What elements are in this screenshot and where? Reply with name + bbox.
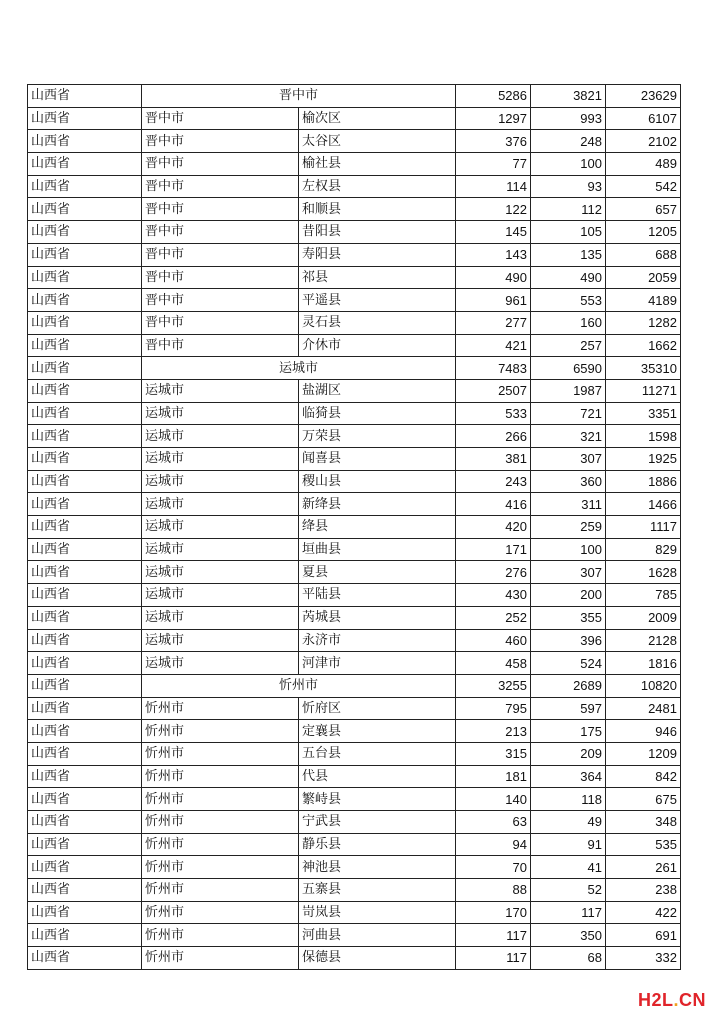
county-cell: 盐湖区 — [299, 379, 456, 402]
table-row — [28, 516, 681, 539]
city-cell: 运城市 — [142, 584, 299, 607]
province-cell: 山西省 — [28, 606, 142, 629]
table-row — [28, 652, 681, 675]
value-cell-2: 52 — [531, 879, 606, 902]
province-cell: 山西省 — [28, 811, 142, 834]
table-row — [28, 788, 681, 811]
value-cell-1: 7483 — [456, 357, 531, 380]
province-cell: 山西省 — [28, 674, 142, 697]
county-cell: 忻府区 — [299, 697, 456, 720]
value-cell-2: 49 — [531, 811, 606, 834]
province-cell: 山西省 — [28, 402, 142, 425]
value-cell-3: 35310 — [606, 357, 681, 380]
value-cell-3: 829 — [606, 538, 681, 561]
value-cell-1: 420 — [456, 516, 531, 539]
value-cell-3: 1816 — [606, 652, 681, 675]
city-cell: 晋中市 — [142, 266, 299, 289]
value-cell-3: 1925 — [606, 448, 681, 471]
county-cell: 河津市 — [299, 652, 456, 675]
province-cell: 山西省 — [28, 153, 142, 176]
value-cell-3: 23629 — [606, 85, 681, 108]
city-summary-row — [28, 85, 681, 108]
value-cell-1: 490 — [456, 266, 531, 289]
value-cell-1: 70 — [456, 856, 531, 879]
value-cell-2: 209 — [531, 742, 606, 765]
value-cell-3: 1662 — [606, 334, 681, 357]
county-cell: 祁县 — [299, 266, 456, 289]
table-row — [28, 289, 681, 312]
statistics-table — [27, 84, 681, 970]
city-cell: 运城市 — [142, 402, 299, 425]
value-cell-2: 100 — [531, 153, 606, 176]
province-cell: 山西省 — [28, 198, 142, 221]
value-cell-3: 1886 — [606, 470, 681, 493]
value-cell-1: 145 — [456, 221, 531, 244]
city-cell: 运城市 — [142, 652, 299, 675]
table-row — [28, 561, 681, 584]
county-cell: 宁武县 — [299, 811, 456, 834]
table-row — [28, 720, 681, 743]
city-cell: 晋中市 — [142, 289, 299, 312]
value-cell-2: 307 — [531, 448, 606, 471]
table-row — [28, 175, 681, 198]
value-cell-1: 117 — [456, 924, 531, 947]
value-cell-2: 1987 — [531, 379, 606, 402]
province-cell: 山西省 — [28, 289, 142, 312]
value-cell-1: 143 — [456, 243, 531, 266]
county-cell: 岢岚县 — [299, 901, 456, 924]
county-cell: 昔阳县 — [299, 221, 456, 244]
value-cell-3: 2009 — [606, 606, 681, 629]
value-cell-2: 257 — [531, 334, 606, 357]
table-row — [28, 107, 681, 130]
city-cell: 晋中市 — [142, 130, 299, 153]
value-cell-3: 657 — [606, 198, 681, 221]
value-cell-2: 93 — [531, 175, 606, 198]
value-cell-1: 421 — [456, 334, 531, 357]
table-row — [28, 266, 681, 289]
value-cell-1: 460 — [456, 629, 531, 652]
county-cell: 垣曲县 — [299, 538, 456, 561]
value-cell-2: 355 — [531, 606, 606, 629]
value-cell-2: 6590 — [531, 357, 606, 380]
province-cell: 山西省 — [28, 856, 142, 879]
value-cell-2: 396 — [531, 629, 606, 652]
table-row — [28, 493, 681, 516]
city-cell: 忻州市 — [142, 947, 299, 970]
city-cell: 晋中市 — [142, 243, 299, 266]
value-cell-3: 489 — [606, 153, 681, 176]
value-cell-2: 311 — [531, 493, 606, 516]
value-cell-2: 553 — [531, 289, 606, 312]
province-cell: 山西省 — [28, 720, 142, 743]
value-cell-1: 961 — [456, 289, 531, 312]
city-cell: 忻州市 — [142, 833, 299, 856]
table-row — [28, 448, 681, 471]
value-cell-3: 1117 — [606, 516, 681, 539]
province-cell: 山西省 — [28, 130, 142, 153]
county-cell: 芮城县 — [299, 606, 456, 629]
city-cell: 忻州市 — [142, 811, 299, 834]
value-cell-1: 252 — [456, 606, 531, 629]
value-cell-2: 118 — [531, 788, 606, 811]
table-row — [28, 901, 681, 924]
value-cell-3: 10820 — [606, 674, 681, 697]
value-cell-1: 430 — [456, 584, 531, 607]
province-cell: 山西省 — [28, 107, 142, 130]
value-cell-2: 350 — [531, 924, 606, 947]
value-cell-2: 490 — [531, 266, 606, 289]
province-cell: 山西省 — [28, 425, 142, 448]
county-cell: 万荣县 — [299, 425, 456, 448]
table-row — [28, 334, 681, 357]
value-cell-2: 160 — [531, 311, 606, 334]
value-cell-3: 261 — [606, 856, 681, 879]
city-cell: 运城市 — [142, 538, 299, 561]
value-cell-3: 1628 — [606, 561, 681, 584]
table-row — [28, 856, 681, 879]
county-cell: 榆次区 — [299, 107, 456, 130]
value-cell-3: 675 — [606, 788, 681, 811]
value-cell-3: 2128 — [606, 629, 681, 652]
table-row — [28, 243, 681, 266]
province-cell: 山西省 — [28, 879, 142, 902]
value-cell-2: 112 — [531, 198, 606, 221]
county-cell: 左权县 — [299, 175, 456, 198]
value-cell-3: 1209 — [606, 742, 681, 765]
logo-part: . — [673, 990, 679, 1010]
city-cell: 晋中市 — [142, 175, 299, 198]
city-cell: 晋中市 — [142, 198, 299, 221]
value-cell-1: 213 — [456, 720, 531, 743]
value-cell-1: 277 — [456, 311, 531, 334]
province-cell: 山西省 — [28, 175, 142, 198]
value-cell-2: 91 — [531, 833, 606, 856]
value-cell-3: 688 — [606, 243, 681, 266]
county-cell: 五寨县 — [299, 879, 456, 902]
value-cell-3: 2059 — [606, 266, 681, 289]
value-cell-3: 542 — [606, 175, 681, 198]
value-cell-3: 4189 — [606, 289, 681, 312]
city-cell: 忻州市 — [142, 742, 299, 765]
value-cell-1: 63 — [456, 811, 531, 834]
value-cell-1: 315 — [456, 742, 531, 765]
province-cell: 山西省 — [28, 629, 142, 652]
value-cell-1: 416 — [456, 493, 531, 516]
value-cell-1: 381 — [456, 448, 531, 471]
city-summary-row — [28, 357, 681, 380]
value-cell-3: 691 — [606, 924, 681, 947]
city-total-label-cell: 运城市 — [142, 357, 456, 380]
value-cell-2: 248 — [531, 130, 606, 153]
province-cell: 山西省 — [28, 379, 142, 402]
value-cell-3: 1205 — [606, 221, 681, 244]
city-cell: 运城市 — [142, 516, 299, 539]
table-row — [28, 538, 681, 561]
province-cell: 山西省 — [28, 788, 142, 811]
city-cell: 忻州市 — [142, 765, 299, 788]
value-cell-3: 1282 — [606, 311, 681, 334]
county-cell: 定襄县 — [299, 720, 456, 743]
value-cell-1: 122 — [456, 198, 531, 221]
city-cell: 忻州市 — [142, 856, 299, 879]
city-cell: 忻州市 — [142, 879, 299, 902]
province-cell: 山西省 — [28, 357, 142, 380]
table-row — [28, 221, 681, 244]
city-summary-row — [28, 674, 681, 697]
city-cell: 运城市 — [142, 379, 299, 402]
value-cell-1: 376 — [456, 130, 531, 153]
value-cell-2: 721 — [531, 402, 606, 425]
value-cell-3: 842 — [606, 765, 681, 788]
value-cell-3: 2481 — [606, 697, 681, 720]
table-row — [28, 606, 681, 629]
county-cell: 平遥县 — [299, 289, 456, 312]
value-cell-1: 170 — [456, 901, 531, 924]
province-cell: 山西省 — [28, 266, 142, 289]
table-body — [28, 85, 681, 970]
logo-part: H2L — [637, 990, 674, 1010]
county-cell: 保德县 — [299, 947, 456, 970]
value-cell-1: 77 — [456, 153, 531, 176]
value-cell-1: 88 — [456, 879, 531, 902]
value-cell-2: 3821 — [531, 85, 606, 108]
value-cell-2: 175 — [531, 720, 606, 743]
table-row — [28, 311, 681, 334]
city-cell: 运城市 — [142, 425, 299, 448]
city-cell: 运城市 — [142, 606, 299, 629]
province-cell: 山西省 — [28, 516, 142, 539]
county-cell: 神池县 — [299, 856, 456, 879]
city-total-label-cell: 晋中市 — [142, 85, 456, 108]
table-row — [28, 584, 681, 607]
province-cell: 山西省 — [28, 765, 142, 788]
value-cell-2: 41 — [531, 856, 606, 879]
table-row — [28, 924, 681, 947]
value-cell-3: 1598 — [606, 425, 681, 448]
city-cell: 忻州市 — [142, 788, 299, 811]
county-cell: 灵石县 — [299, 311, 456, 334]
county-cell: 闻喜县 — [299, 448, 456, 471]
value-cell-1: 266 — [456, 425, 531, 448]
province-cell: 山西省 — [28, 697, 142, 720]
value-cell-1: 3255 — [456, 674, 531, 697]
province-cell: 山西省 — [28, 85, 142, 108]
province-cell: 山西省 — [28, 538, 142, 561]
value-cell-3: 785 — [606, 584, 681, 607]
value-cell-2: 200 — [531, 584, 606, 607]
value-cell-1: 533 — [456, 402, 531, 425]
county-cell: 夏县 — [299, 561, 456, 584]
value-cell-2: 360 — [531, 470, 606, 493]
value-cell-2: 117 — [531, 901, 606, 924]
value-cell-3: 11271 — [606, 379, 681, 402]
county-cell: 平陆县 — [299, 584, 456, 607]
province-cell: 山西省 — [28, 652, 142, 675]
province-cell: 山西省 — [28, 924, 142, 947]
value-cell-1: 458 — [456, 652, 531, 675]
value-cell-1: 140 — [456, 788, 531, 811]
value-cell-1: 5286 — [456, 85, 531, 108]
province-cell: 山西省 — [28, 311, 142, 334]
value-cell-1: 795 — [456, 697, 531, 720]
county-cell: 和顺县 — [299, 198, 456, 221]
value-cell-2: 524 — [531, 652, 606, 675]
table-row — [28, 879, 681, 902]
value-cell-2: 993 — [531, 107, 606, 130]
value-cell-2: 68 — [531, 947, 606, 970]
city-cell: 晋中市 — [142, 334, 299, 357]
value-cell-1: 117 — [456, 947, 531, 970]
value-cell-1: 2507 — [456, 379, 531, 402]
county-cell: 新绛县 — [299, 493, 456, 516]
county-cell: 绛县 — [299, 516, 456, 539]
table-row — [28, 198, 681, 221]
value-cell-3: 1466 — [606, 493, 681, 516]
county-cell: 代县 — [299, 765, 456, 788]
city-cell: 忻州市 — [142, 901, 299, 924]
table-row — [28, 402, 681, 425]
city-cell: 忻州市 — [142, 924, 299, 947]
city-cell: 运城市 — [142, 448, 299, 471]
table-row — [28, 765, 681, 788]
county-cell: 五台县 — [299, 742, 456, 765]
logo-part: CN — [679, 990, 706, 1010]
province-cell: 山西省 — [28, 833, 142, 856]
value-cell-3: 332 — [606, 947, 681, 970]
province-cell: 山西省 — [28, 221, 142, 244]
value-cell-3: 3351 — [606, 402, 681, 425]
table-row — [28, 742, 681, 765]
value-cell-1: 171 — [456, 538, 531, 561]
value-cell-3: 6107 — [606, 107, 681, 130]
county-cell: 稷山县 — [299, 470, 456, 493]
value-cell-3: 422 — [606, 901, 681, 924]
city-cell: 运城市 — [142, 561, 299, 584]
value-cell-2: 364 — [531, 765, 606, 788]
value-cell-3: 2102 — [606, 130, 681, 153]
province-cell: 山西省 — [28, 947, 142, 970]
county-cell: 临猗县 — [299, 402, 456, 425]
province-cell: 山西省 — [28, 901, 142, 924]
city-cell: 运城市 — [142, 470, 299, 493]
value-cell-2: 597 — [531, 697, 606, 720]
city-cell: 运城市 — [142, 629, 299, 652]
county-cell: 寿阳县 — [299, 243, 456, 266]
province-cell: 山西省 — [28, 448, 142, 471]
value-cell-2: 259 — [531, 516, 606, 539]
value-cell-1: 181 — [456, 765, 531, 788]
value-cell-3: 535 — [606, 833, 681, 856]
city-total-label-cell: 忻州市 — [142, 674, 456, 697]
province-cell: 山西省 — [28, 243, 142, 266]
county-cell: 静乐县 — [299, 833, 456, 856]
province-cell: 山西省 — [28, 742, 142, 765]
city-cell: 晋中市 — [142, 107, 299, 130]
table-row — [28, 833, 681, 856]
value-cell-1: 94 — [456, 833, 531, 856]
table-row — [28, 425, 681, 448]
province-cell: 山西省 — [28, 561, 142, 584]
value-cell-2: 100 — [531, 538, 606, 561]
city-cell: 晋中市 — [142, 311, 299, 334]
value-cell-1: 243 — [456, 470, 531, 493]
value-cell-1: 1297 — [456, 107, 531, 130]
value-cell-3: 348 — [606, 811, 681, 834]
table-row — [28, 811, 681, 834]
province-cell: 山西省 — [28, 470, 142, 493]
value-cell-1: 276 — [456, 561, 531, 584]
city-cell: 忻州市 — [142, 697, 299, 720]
city-cell: 晋中市 — [142, 153, 299, 176]
province-cell: 山西省 — [28, 584, 142, 607]
table-row — [28, 470, 681, 493]
city-cell: 运城市 — [142, 493, 299, 516]
city-cell: 忻州市 — [142, 720, 299, 743]
table-row — [28, 629, 681, 652]
site-logo — [638, 990, 706, 1011]
value-cell-2: 105 — [531, 221, 606, 244]
table-row — [28, 947, 681, 970]
county-cell: 繁峙县 — [299, 788, 456, 811]
table-row — [28, 153, 681, 176]
county-cell: 河曲县 — [299, 924, 456, 947]
value-cell-3: 946 — [606, 720, 681, 743]
province-cell: 山西省 — [28, 334, 142, 357]
value-cell-3: 238 — [606, 879, 681, 902]
county-cell: 永济市 — [299, 629, 456, 652]
city-cell: 晋中市 — [142, 221, 299, 244]
table-row — [28, 379, 681, 402]
value-cell-2: 321 — [531, 425, 606, 448]
value-cell-2: 2689 — [531, 674, 606, 697]
province-cell: 山西省 — [28, 493, 142, 516]
value-cell-2: 135 — [531, 243, 606, 266]
county-cell: 太谷区 — [299, 130, 456, 153]
county-cell: 介休市 — [299, 334, 456, 357]
value-cell-2: 307 — [531, 561, 606, 584]
table-row — [28, 130, 681, 153]
value-cell-1: 114 — [456, 175, 531, 198]
county-cell: 榆社县 — [299, 153, 456, 176]
table-row — [28, 697, 681, 720]
